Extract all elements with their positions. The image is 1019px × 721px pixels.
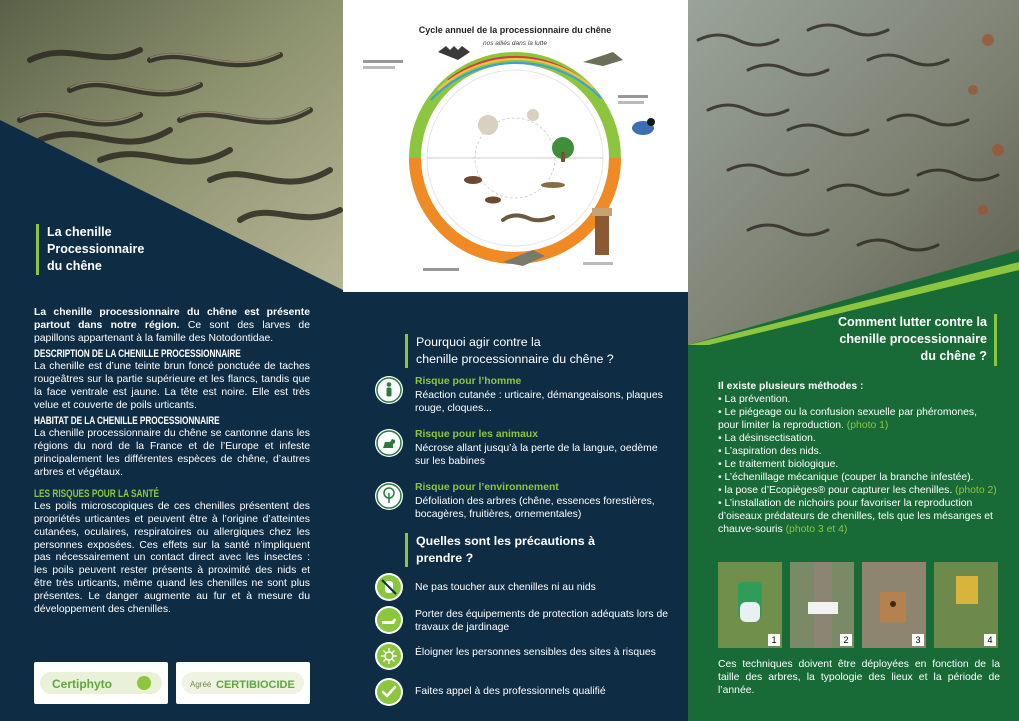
photo-number: 4: [984, 634, 996, 646]
right-title-accent: [994, 314, 997, 366]
left-title-line-1: La chenille: [47, 225, 112, 239]
certibiocide-logo: [176, 662, 310, 704]
no-touch-icon: [375, 573, 403, 601]
method-text: • la pose d’Ecopièges® pour capturer les chenilles.: [718, 485, 953, 496]
habitat-heading: HABITAT DE LA CHENILLE PROCESSIONNAIRE: [34, 415, 220, 428]
photo-nest-box: [862, 562, 926, 648]
photo-bat-box: [934, 562, 998, 648]
description-heading: DESCRIPTION DE LA CHENILLE PROCESSIONNAIRE: [34, 348, 241, 361]
method-item: [718, 484, 1000, 497]
svg-text:Agréé: Agréé: [190, 680, 212, 689]
cycle-wheel: [415, 57, 615, 258]
why-act-heading: [405, 334, 665, 368]
intro-bold: La chenille processionnaire du chêne est présente partout dans notre région.: [34, 307, 310, 331]
risk-human: [375, 376, 675, 420]
photo-number: 1: [768, 634, 780, 646]
middle-panel: [343, 0, 688, 721]
tree-icon: [375, 482, 403, 510]
left-title: [36, 224, 156, 275]
method-photo-ref: (photo 3 et 4): [782, 524, 848, 535]
left-title-line-3: du chêne: [47, 259, 102, 273]
precautions-heading: [405, 533, 645, 567]
precaution-professionals-text: Faites appel à des professionnels qualifié: [415, 686, 606, 697]
photo-ecopiege: [790, 562, 854, 648]
method-photos: [718, 562, 998, 648]
description-text: La chenille est d’une teinte brun foncé ponctuée de taches rougeâtres sur la partie supérieure et les flancs, tandis que la face ventrale est jaune. La tête est noire. Elle est très velue et couverte de poils urticants.: [34, 361, 310, 411]
health-risks-text: Les poils microscopiques de ces chenilles présentent des propriétés urticantes et peuvent être à l’origine d’atteintes cutanées, oculaires, respiratoires ou allergiques chez les personnes exposées. Ces effets sur la santé n’impliquent pas nécessairement un contact direct avec les insectes : les poils peuvent rester présents à proximité des nids et être très urticants, même quand les chenilles ne sont plus présentes. Le danger augmente au fur et à mesure du développement des chenilles.: [34, 501, 310, 615]
method-item: [718, 471, 1000, 484]
photo-trap: [718, 562, 782, 648]
certiphyto-logo: [34, 662, 168, 704]
photo-number: 2: [840, 634, 852, 646]
risk-human-text: Réaction cutanée : urticaire, démangeaisons, plaques rouge, cloques...: [415, 390, 663, 414]
method-item: [718, 445, 1000, 458]
method-item: [718, 432, 1000, 445]
method-text: • Le traitement biologique.: [718, 459, 839, 470]
intro-rest: Ce sont des larves de papillons appartenant à la famille des Notodontidae.: [34, 319, 310, 344]
method-item: [718, 393, 1000, 406]
check-icon: [375, 678, 403, 706]
risk-environment-text: Défoliation des arbres (chêne, essences forestières, bocagères, fruitières, ornementales): [415, 496, 655, 520]
why-act-line-2: chenille processionnaire du chêne ?: [416, 352, 614, 366]
left-body: [34, 307, 310, 618]
precaution-sensitive-persons-text: Éloigner les personnes sensibles des sites à risques: [415, 647, 656, 658]
annual-cycle-diagram: [343, 0, 688, 292]
right-title-line-1: Comment lutter contre la: [837, 315, 987, 329]
risk-animals: [375, 429, 675, 473]
method-text: • Le piégeage ou la confusion sexuelle par phéromones, pour limiter la reproduction.: [718, 407, 977, 431]
method-text: • L’installation de nichoirs pour favoriser la reproduction d’oiseaux prédateurs de chenilles, tels que les mésanges et chauve-souris: [718, 498, 993, 535]
precaution-sensitive-persons: [375, 642, 675, 676]
habitat-text: La chenille processionnaire du chêne se cantonne dans les régions du nord de la France et de l’Europe et infeste principalement les différentes espèces de chêne, d’autres arbres et végétaux.: [34, 428, 310, 478]
method-text: • L’échenillage mécanique (couper la branche infestée).: [718, 472, 974, 483]
precaution-protection-text: Porter des équipements de protection adéquats lors de travaux de jardinage: [415, 609, 668, 633]
diagram-subtitle: nos alliés dans la lutte: [483, 40, 547, 47]
methods-list: [718, 380, 1000, 536]
method-text: • La prévention.: [718, 394, 791, 405]
certibiocide-logo-graphic: [176, 662, 310, 704]
method-item: [718, 497, 1000, 536]
glove-icon: [375, 606, 403, 634]
method-photo-ref: (photo 2): [952, 485, 997, 496]
svg-text:CERTIBIOCIDE: CERTIBIOCIDE: [216, 679, 295, 691]
right-title-line-3: du chêne ?: [920, 349, 987, 363]
left-title-line-2: Processionnaire: [47, 242, 145, 256]
precaution-no-touch: [375, 573, 675, 603]
photo-number: 3: [912, 634, 924, 646]
why-act-line-1: Pourquoi agir contre la: [416, 335, 541, 349]
precaution-professionals: [375, 678, 675, 708]
dog-icon: [375, 429, 403, 457]
certiphyto-logo-graphic: [34, 662, 168, 704]
risk-animals-title: Risque pour les animaux: [415, 429, 538, 440]
nest-trunk-icon: [595, 215, 609, 255]
methods-lead: Il existe plusieurs méthodes :: [718, 381, 864, 392]
method-item: [718, 458, 1000, 471]
method-photo-ref: (photo 1): [843, 420, 889, 431]
diagram-title: Cycle annuel de la processionnaire du chêne: [418, 25, 612, 35]
precaution-no-touch-text: Ne pas toucher aux chenilles ni au nids: [415, 582, 596, 593]
virus-icon: [375, 642, 403, 670]
person-icon: [375, 376, 403, 404]
risk-human-title: Risque pour l’homme: [415, 376, 522, 387]
svg-text:Certiphyto: Certiphyto: [52, 677, 112, 691]
risk-environment: [375, 482, 675, 526]
right-title-line-2: chenille processionnaire: [839, 332, 987, 346]
risk-animals-text: Nécrose allant jusqu’à la perte de la langue, oedème sur les babines: [415, 443, 658, 467]
left-panel: [0, 0, 343, 721]
certification-logos: [34, 662, 310, 706]
precautions-line-2: prendre ?: [416, 551, 474, 565]
right-panel: [688, 0, 1019, 721]
risk-environment-title: Risque pour l’environnement: [415, 482, 559, 493]
methods-footer: Ces techniques doivent être déployées en fonction de la taille des arbres, la typologie des lieux et la période de l’année.: [718, 659, 1000, 696]
precautions-line-1: Quelles sont les précautions à: [416, 534, 596, 548]
intro-paragraph: [34, 307, 310, 345]
method-item: [718, 406, 1000, 432]
method-text: • La désinsectisation.: [718, 433, 816, 444]
right-title: [787, 314, 987, 365]
caterpillar-photo-right: [688, 0, 1019, 345]
method-text: • L’aspiration des nids.: [718, 446, 822, 457]
health-risks-heading: LES RISQUES POUR LA SANTÉ: [34, 488, 160, 501]
precaution-protection: [375, 606, 675, 640]
